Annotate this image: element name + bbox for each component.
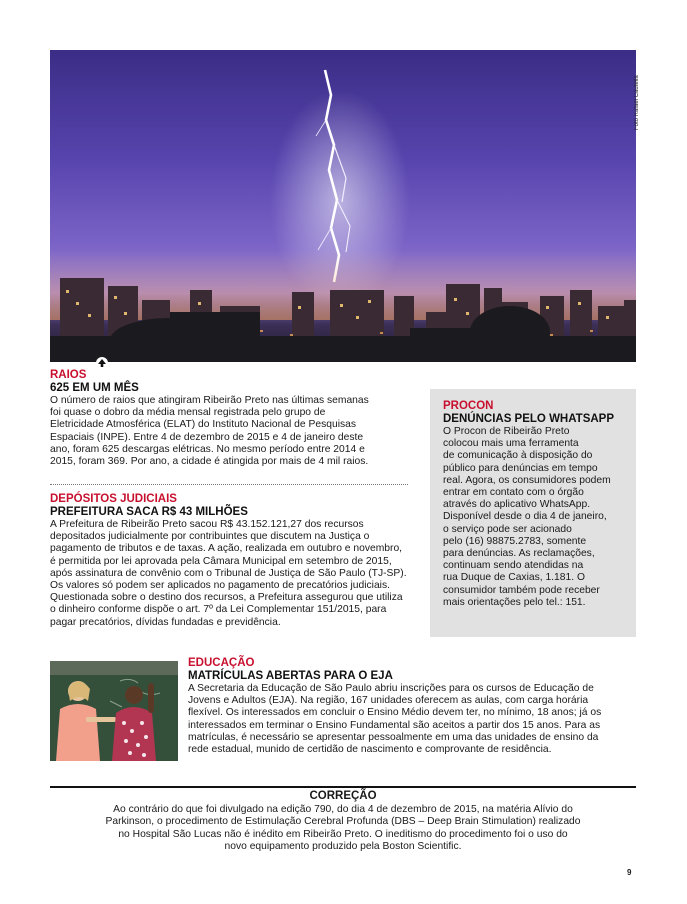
article-headline: PREFEITURA SACA R$ 43 MILHÕES xyxy=(50,506,248,518)
body-line: O Procon de Ribeirão Preto xyxy=(443,426,570,437)
article-educacao xyxy=(188,657,636,756)
body-line: para denúncias. As reclamações, xyxy=(443,548,595,560)
body-line: interessados em terminar o Ensino Fundamental são aceitos a partir dos 15 anos. Para as xyxy=(188,719,601,731)
article-body xyxy=(50,519,410,629)
body-line: pagar precatórios, dívidas fundadas e previdência. xyxy=(50,616,281,628)
article-raios xyxy=(50,369,408,468)
body-line: de comunicação à disposição do xyxy=(443,450,593,462)
body-line: rede estadual, munido de certidão de nascimento e comprovante de residência. xyxy=(188,744,552,756)
body-line: A Prefeitura de Ribeirão Preto sacou R$ 43.152.121,27 dos recursos xyxy=(50,519,364,530)
section-kicker: RAIOS xyxy=(50,369,87,381)
body-line: rua Duque de Caxias, 1.181. O xyxy=(443,572,585,584)
body-line: novo equipamento produzido pela Boston Scientific. xyxy=(224,841,462,853)
body-line: público para denúncias em tempo xyxy=(443,462,598,474)
article-headline: MATRÍCULAS ABERTAS PARA O EJA xyxy=(188,670,393,682)
article-headline: 625 EM UM MÊS xyxy=(50,382,139,394)
body-line: continuam sendo atendidas na xyxy=(443,560,584,572)
body-line: o serviço pode ser acionado xyxy=(443,523,572,535)
correction-title: CORREÇÃO xyxy=(309,790,377,802)
arrow-up-icon xyxy=(96,356,108,368)
body-line: Eletricidade Atmosférica (ELAT) do Instituto Nacional de Pesquisas xyxy=(50,419,357,431)
article-procon xyxy=(443,400,629,609)
body-line: Parkinson, o procedimento de Estimulação Cerebral Profunda (DBS – Deep Brain Stimulation) realizado xyxy=(105,816,581,828)
body-line: ano, foram 625 descargas elétricas. No mesmo período entre 2014 e xyxy=(50,443,365,455)
body-line: real. Agora, os consumidores podem xyxy=(443,474,611,486)
section-kicker: EDUCAÇÃO xyxy=(188,657,255,669)
body-line: o dinheiro conforme dispõe o art. 7º da Lei Complementar 151/2015, para xyxy=(50,604,387,616)
body-line: entrar em contato com o órgão xyxy=(443,487,584,499)
body-line: é permitida por lei aprovada pela Câmara Municipal em setembro de 2015, xyxy=(50,555,392,567)
section-rule xyxy=(50,786,636,788)
article-headline: DENÚNCIAS PELO WHATSAPP xyxy=(443,413,615,425)
section-kicker: DEPÓSITOS JUDICIAIS xyxy=(50,493,177,505)
body-line: Espaciais (INPE). Entre 4 de dezembro de 2015 e 4 de janeiro deste xyxy=(50,431,364,443)
body-line: Questionada sobre o destino dos recursos, a Prefeitura assegurou que utiliza xyxy=(50,592,403,604)
page-number: 9 xyxy=(627,868,632,877)
body-line: pagamento de tributos e de taxas. A ação, realizada em outubro e novembro, xyxy=(50,543,403,555)
article-body xyxy=(188,683,636,756)
body-line: matrículas, é necessário se apresentar pessoalmente em uma das unidades de ensino da xyxy=(188,731,599,743)
body-line: Os valores só podem ser aplicados no pagamento de precatórios judiciais. xyxy=(50,580,390,592)
body-line: Disponível desde o dia 4 de janeiro, xyxy=(443,511,607,523)
photo-credit: Foto Rafael Cautella xyxy=(634,75,640,130)
body-line: A Secretaria da Educação de São Paulo abriu inscrições para os cursos de Educação de xyxy=(188,683,594,694)
article-depositos xyxy=(50,493,410,629)
body-line: Ao contrário do que foi divulgado na edição 790, do dia 4 de dezembro de 2015, na matéria Alívio do xyxy=(113,804,573,815)
body-line: através do aplicativo WhatsApp. xyxy=(443,499,591,511)
correction-note xyxy=(50,790,636,854)
article-body xyxy=(443,426,629,609)
section-kicker: PROCON xyxy=(443,400,494,412)
body-line: no Hospital São Lucas não é inédito em Ribeirão Preto. O ineditismo do procedimento foi o uso do xyxy=(118,828,568,840)
dotted-divider xyxy=(50,484,408,485)
body-line: flexível. Os interessados em concluir o Ensino Médio devem ter, no mínimo, 18 anos; já os xyxy=(188,707,602,719)
classroom-photo xyxy=(50,661,178,761)
procon-sidebar-box xyxy=(430,389,636,637)
body-line: após assinatura de convênio com o Tribunal de Justiça de São Paulo (TJ-SP). xyxy=(50,567,407,579)
body-line: 2015, foram 369. Por ano, a cidade é atingida por mais de 4 mil raios. xyxy=(50,456,369,468)
body-line: consumidor também pode receber xyxy=(443,584,600,596)
body-line: colocou mais uma ferramenta xyxy=(443,438,579,450)
body-line: depositados judicialmente por contribuintes que discutem na Justiça o xyxy=(50,531,370,543)
body-line: O número de raios que atingiram Ribeirão Preto nas últimas semanas xyxy=(50,395,369,406)
correction-body xyxy=(50,804,636,854)
body-line: pelo (16) 98875.2783, somente xyxy=(443,535,587,547)
body-line: foi quase o dobro da média mensal registrada pelo grupo de xyxy=(50,407,326,419)
body-line: mais orientações pelo tel.: 151. xyxy=(443,596,586,608)
lightning-photo xyxy=(50,50,636,362)
article-body xyxy=(50,395,408,468)
body-line: Jovens e Adultos (EJA). Na região, 167 unidades oferecem as aulas, com carga horária xyxy=(188,695,589,707)
